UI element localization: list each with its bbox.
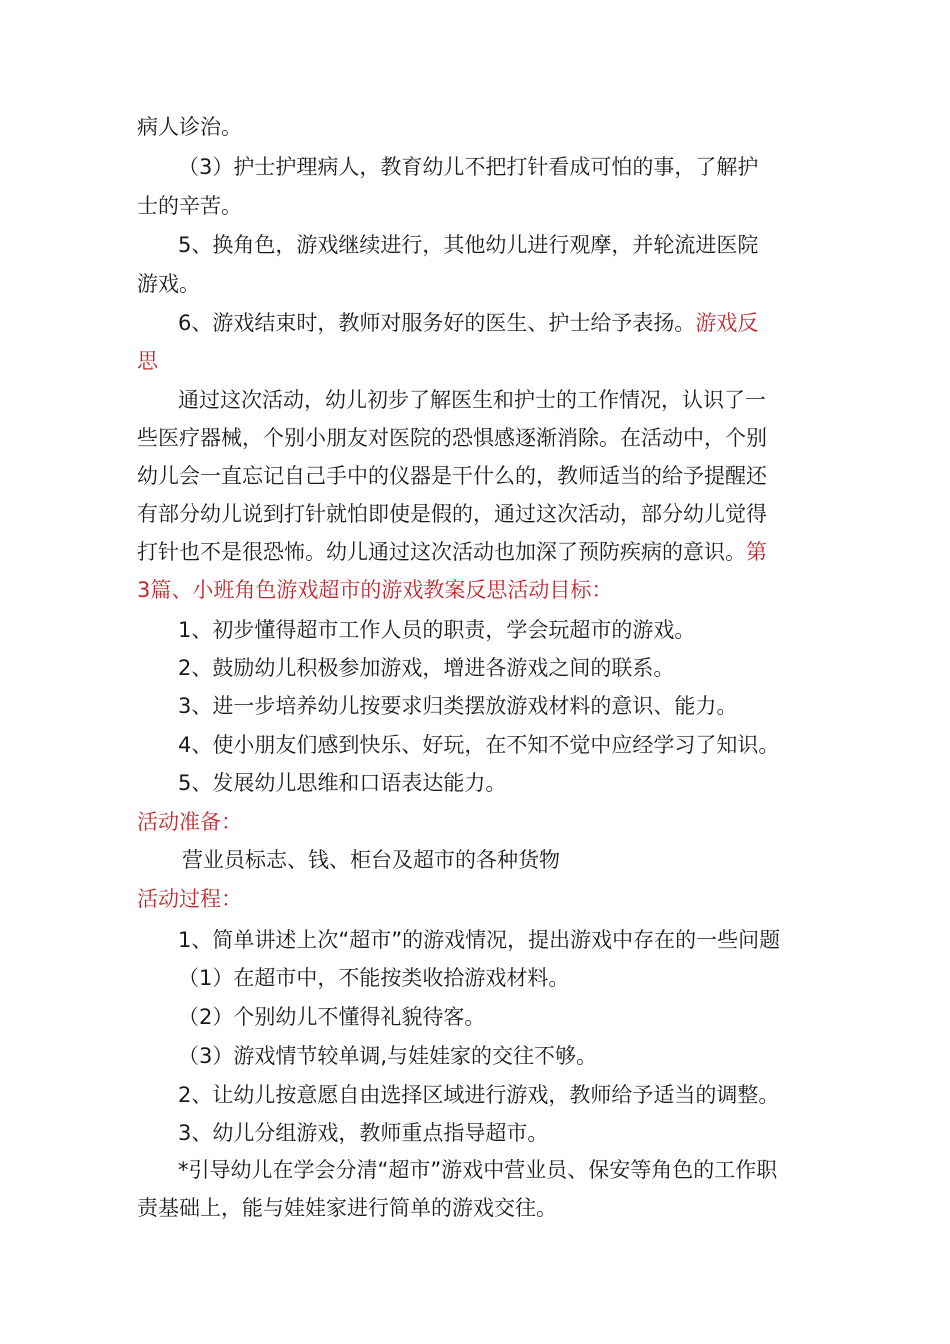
text-line: 1、简单讲述上次“超市”的游戏情况，提出游戏中存在的一些问题	[178, 928, 781, 952]
text-line: （3）游戏情节较单调,与娃娃家的交往不够。	[178, 1044, 598, 1068]
section-heading: 活动准备：	[137, 810, 242, 834]
text-line: 通过这次活动，幼儿初步了解医生和护士的工作情况，认识了一	[178, 388, 766, 412]
text-line: 士的辛苦。	[137, 194, 242, 218]
section-heading-fragment: 思	[137, 349, 158, 373]
text-line: 3、进一步培养幼儿按要求归类摆放游戏材料的意识、能力。	[178, 694, 738, 718]
text-line: 5、换角色，游戏继续进行，其他幼儿进行观摩，并轮流进医院	[178, 233, 759, 257]
text-line: 1、初步懂得超市工作人员的职责，学会玩超市的游戏。	[178, 618, 696, 642]
text-line: 2、让幼儿按意愿自由选择区域进行游戏，教师给予适当的调整。	[178, 1083, 780, 1107]
text-line: （2）个别幼儿不懂得礼貌待客。	[178, 1005, 486, 1029]
text-line: 2、鼓励幼儿积极参加游戏，增进各游戏之间的联系。	[178, 656, 675, 680]
text-line: 有部分幼儿说到打针就怕即使是假的，通过这次活动，部分幼儿觉得	[137, 502, 767, 526]
text-line: 营业员标志、钱、柜台及超市的各种货物	[182, 848, 560, 872]
text-line: 打针也不是很恐怖。幼儿通过这次活动也加深了预防疾病的意识。第	[137, 540, 767, 564]
text-line: 6、游戏结束时，教师对服务好的医生、护士给予表扬。游戏反	[178, 311, 759, 335]
text-line: 病人诊治。	[137, 115, 242, 139]
text-line: 些医疗器械，个别小朋友对医院的恐惧感逐渐消除。在活动中，个别	[137, 426, 767, 450]
text-line: 责基础上，能与娃娃家进行简单的游戏交往。	[137, 1196, 557, 1220]
section-heading: 3篇、小班角色游戏超市的游戏教案反思活动目标：	[137, 578, 613, 602]
text-line: 4、使小朋友们感到快乐、好玩，在不知不觉中应经学习了知识。	[178, 733, 780, 757]
text-line: （3）护士护理病人，教育幼儿不把打针看成可怕的事，了解护	[178, 155, 759, 179]
text-line: 5、发展幼儿思维和口语表达能力。	[178, 771, 507, 795]
section-heading: 活动过程：	[137, 887, 242, 911]
text-line: 幼儿会一直忘记自己手中的仪器是干什么的，教师适当的给予提醒还	[137, 464, 767, 488]
text-line: 3、幼儿分组游戏，教师重点指导超市。	[178, 1121, 549, 1145]
text-line: （1）在超市中，不能按类收拾游戏材料。	[178, 966, 570, 990]
text-line: *引导幼儿在学会分清“超市”游戏中营业员、保安等角色的工作职	[178, 1158, 778, 1182]
section-heading-fragment: 游戏反	[695, 311, 759, 335]
section-heading-fragment: 第	[746, 540, 767, 564]
text-line: 游戏。	[137, 272, 200, 296]
